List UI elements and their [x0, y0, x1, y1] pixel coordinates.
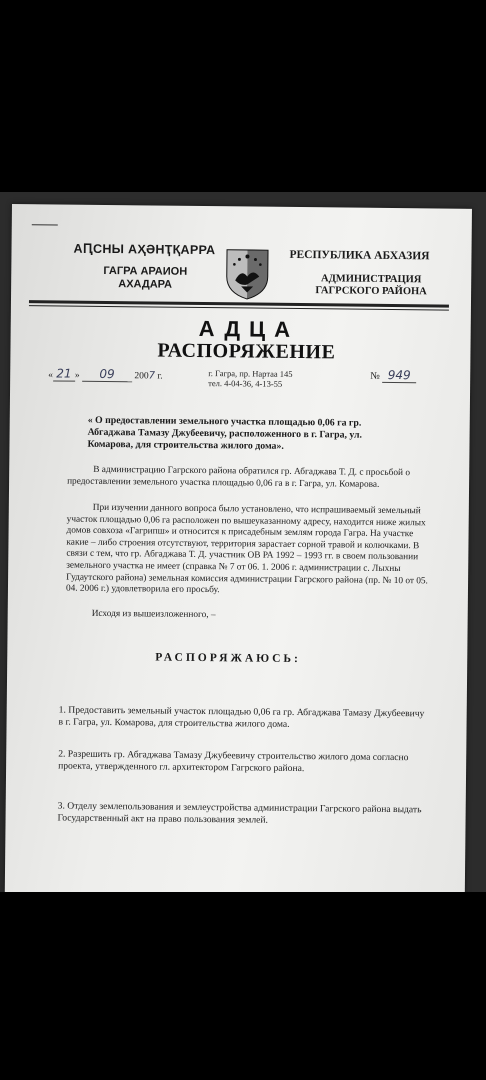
abkhaz-district-name: ГАГРА АРАИОН АХАДАРА	[103, 264, 188, 291]
order-item-3: 3. Отделу землепользования и землеустройства администрации Гагрского района выдать Государственный акт на право пользования землей.	[57, 800, 422, 826]
phone-line: тел. 4-04-36, 4-13-55	[208, 378, 283, 389]
order-item-1: 1. Предоставить земельный участок площадью 0,06 га гр. Абгаджава Тамазу Джубеевичу в г. Гагра, ул. Комарова, для строительства жилого дома.	[58, 704, 425, 730]
date-year-prefix: 200	[134, 371, 149, 382]
document-photo	[0, 192, 486, 892]
date-year-handwritten: 7	[148, 370, 156, 382]
title-russian: РАСПОРЯЖЕНИЕ	[157, 339, 336, 364]
title-abkhaz: АДЦА	[198, 315, 300, 343]
date-day-handwritten: 21	[53, 366, 75, 381]
paragraph-request: В администрацию Гагрского района обратился гр. Абгаджава Т. Д. с просьбой о предоставлении земельного участка площадью 0,06 га в г. Гагра, ул. Комарова.	[67, 464, 411, 490]
corner-mark	[32, 224, 58, 225]
document-subject: « О предоставлении земельного участка площадью 0,06 га гр. Абгаджава Тамазу Джубеевичу, расположенного в г. Гагра, ул. Комарова, для строительства жилого дома».	[87, 414, 363, 452]
address-line: г. Гагра, пр. Нартаа 145	[208, 368, 293, 379]
date-year-suffix: г.	[157, 371, 163, 382]
order-item-2: 2. Разрешить гр. Абгаджава Тамазу Джубеевичу строительство жилого дома согласно проекта, утвержденного гл. архитектором Гагрского района.	[58, 748, 409, 775]
date-close-quote: »	[74, 370, 80, 381]
abkhaz-state-name: АԤСНЫ АҲӘНҬҚАРРА	[73, 241, 216, 258]
paragraph-findings: При изучении данного вопроса было установлено, что испрашиваемый земельный участок площадью 0,06 га расположен по вышеуказанному адресу, находится ниже жилых домов совхоза «Гагрипш» и относится к присадебным землям города Гагра. На участке какие – либо строения отсутствуют, территория зарастает сорной травой и колючками. В связи с тем, что гр. Абгаджава Т. Д. участник ОВ РА 1992 – 1993 гг. в своем пользовании земельного участка не имеет (справка № 7 от 06. 1. 2006 г. администрации с. Лыхны Гудаутского района) земельная комиссия администрации Гагрского района (пр. № 10 от 05. 04. 2006 г.) удовлетворила его просьбу.	[65, 502, 428, 596]
address-block	[208, 368, 293, 389]
russian-administration-name: АДМИНИСТРАЦИЯ ГАГРСКОГО РАЙОНА	[315, 273, 427, 298]
date-open-quote: «	[48, 370, 54, 381]
document-page	[5, 204, 472, 892]
number-handwritten: 949	[382, 368, 416, 383]
paragraph-conclusion: Исходя из вышеизложенного, –	[91, 608, 216, 621]
order-heading: РАСПОРЯЖАЮСЬ:	[155, 651, 301, 666]
russian-state-name: РЕСПУБЛИКА АБХАЗИЯ	[289, 248, 430, 263]
date-month-handwritten: 09	[82, 367, 132, 383]
coat-of-arms-icon	[223, 246, 272, 300]
date-field	[48, 366, 163, 382]
number-label: №	[370, 370, 380, 382]
document-number	[370, 368, 416, 383]
